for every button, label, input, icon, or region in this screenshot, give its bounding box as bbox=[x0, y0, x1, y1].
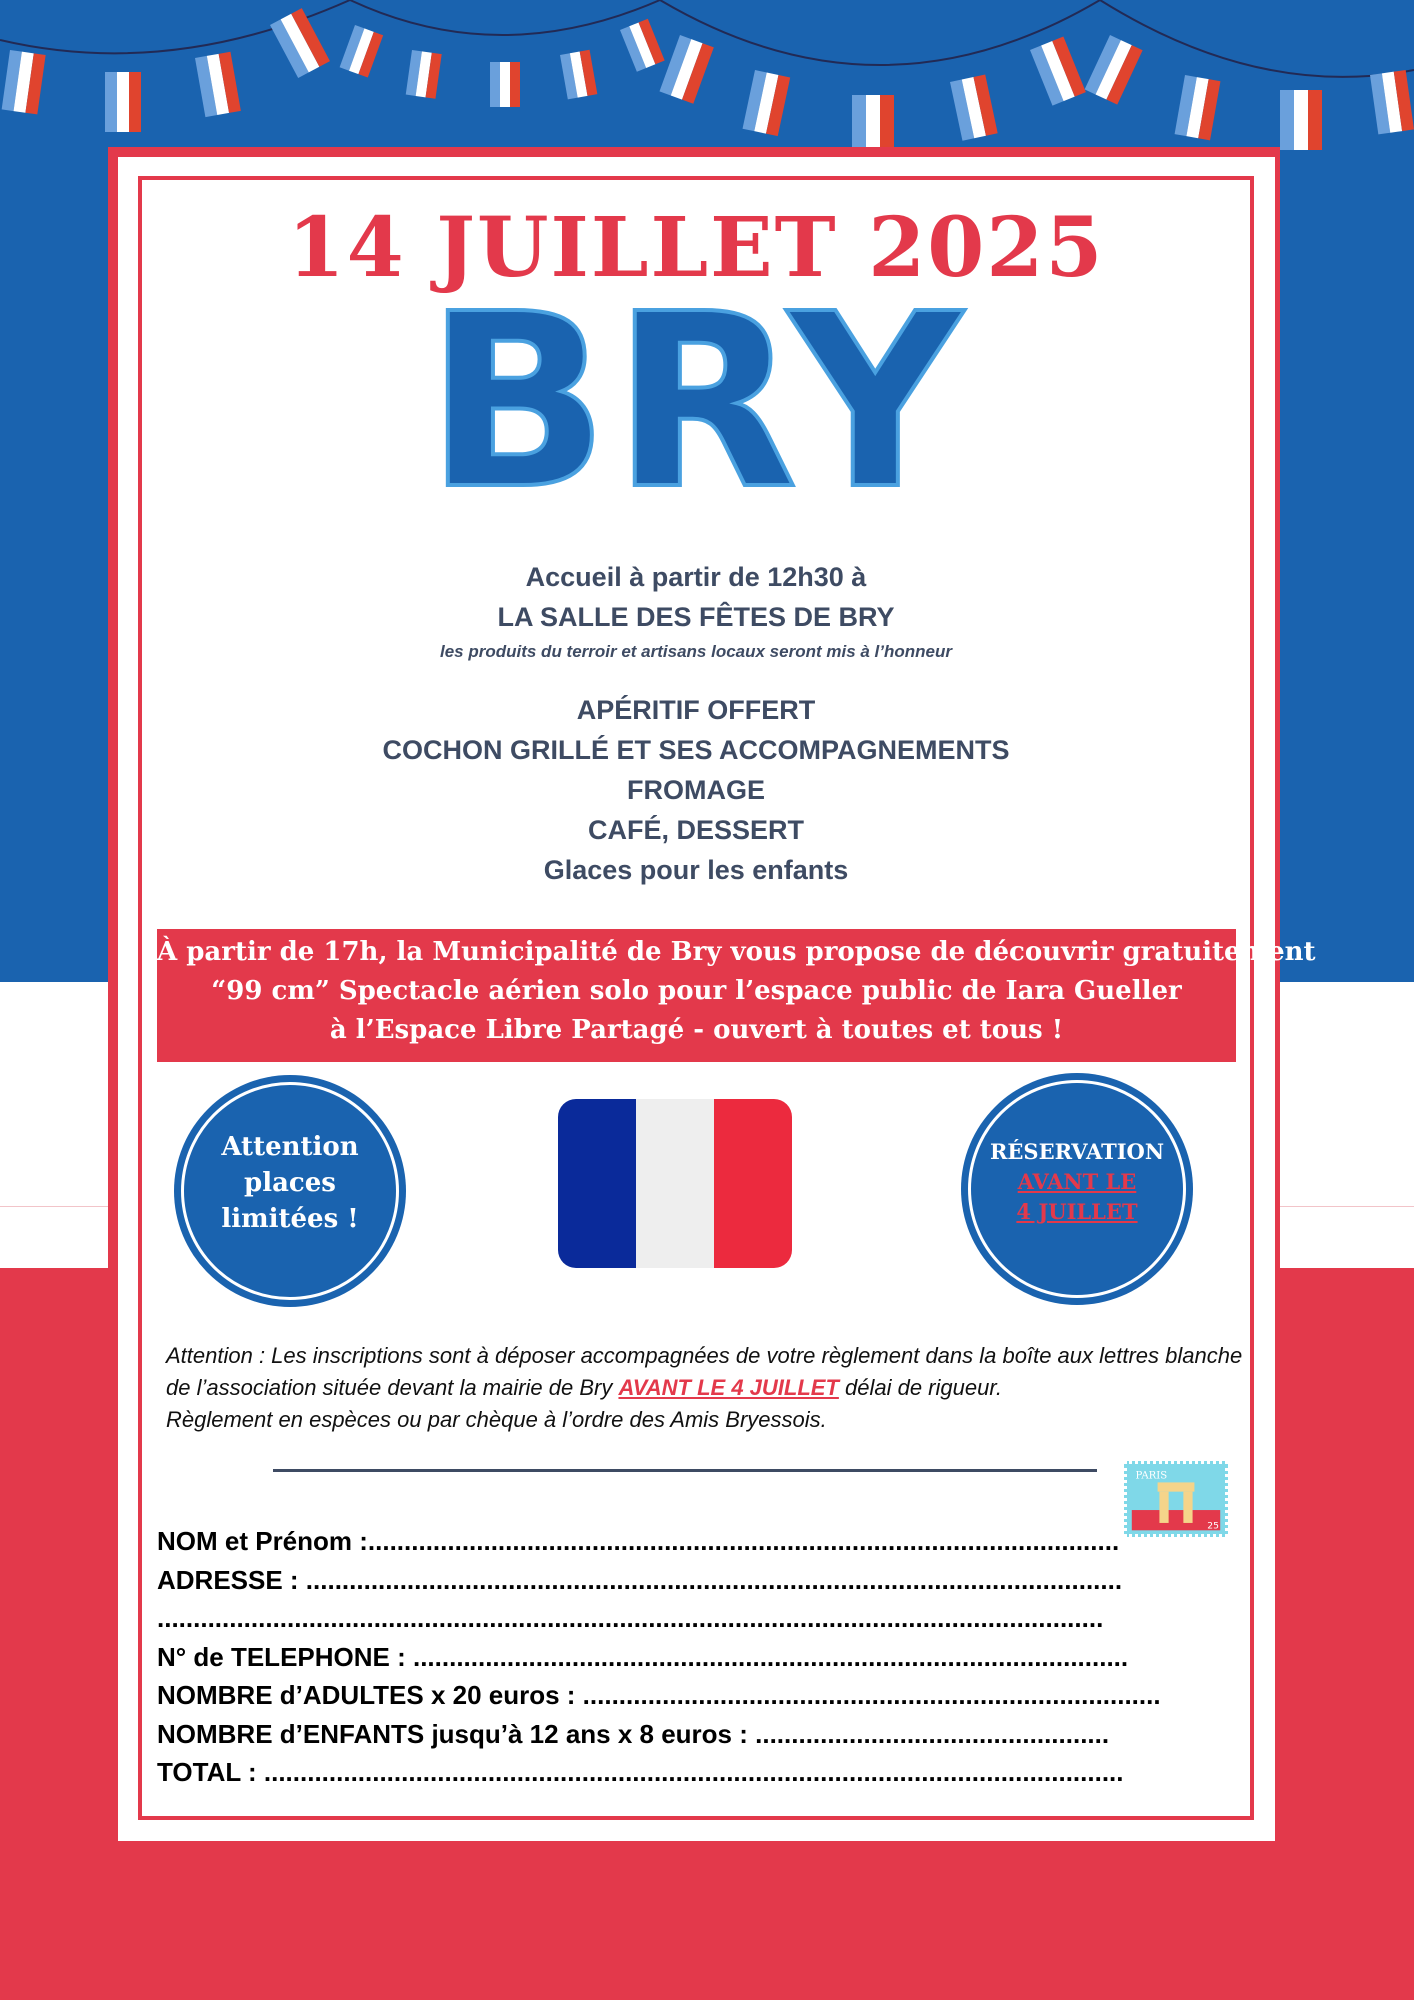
menu-item: APÉRITIF OFFERT bbox=[576, 695, 816, 725]
notice-text: Attention : Les inscriptions sont à déposer accompagnées de votre règlement dans la boîte aux lettres blanche de l’association située devant la mairie de Bry bbox=[166, 1343, 1243, 1400]
form-address-field[interactable]: ADRESSE : ................................................................................................................. bbox=[157, 1564, 1123, 1595]
badge-text bbox=[961, 1137, 1193, 1227]
town-title: BRY bbox=[425, 262, 967, 542]
badge-line: AVANT LE bbox=[1017, 1169, 1137, 1194]
menu-item: FROMAGE bbox=[627, 775, 765, 805]
bunting-garland bbox=[0, 0, 1414, 170]
french-flag-icon bbox=[558, 1099, 792, 1268]
flag-red-stripe bbox=[714, 1099, 792, 1268]
local-products-note: les produits du terroir et artisans locaux seront mis à l’honneur bbox=[439, 642, 952, 661]
flag-white-stripe bbox=[636, 1099, 714, 1268]
flag-blue-stripe bbox=[558, 1099, 636, 1268]
menu-list bbox=[138, 690, 1254, 890]
menu-item: COCHON GRILLÉ ET SES ACCOMPAGNEMENTS bbox=[382, 735, 1010, 765]
badge-line: limitées ! bbox=[221, 1204, 359, 1234]
event-date: 14 JUILLET 2025 bbox=[287, 200, 1105, 296]
badge-line: 4 JUILLET bbox=[1016, 1199, 1138, 1224]
venue-name: LA SALLE DES FÊTES DE BRY bbox=[497, 602, 895, 632]
menu-item: Glaces pour les enfants bbox=[543, 855, 849, 885]
form-divider bbox=[273, 1469, 1097, 1472]
banner-line: “99 cm” Spectacle aérien solo pour l’espace public de Iara Gueller bbox=[211, 976, 1182, 1006]
form-total-field[interactable]: TOTAL : ....................................................................................................................... bbox=[157, 1757, 1124, 1787]
welcome-time: Accueil à partir de 12h30 à bbox=[525, 562, 867, 592]
form-adults-field[interactable]: NOMBRE d’ADULTES x 20 euros : ................................................................................ bbox=[157, 1680, 1161, 1710]
form-address-line2-field[interactable]: ................................................................................................................................... bbox=[157, 1603, 1104, 1633]
registration-form bbox=[157, 1522, 1237, 1792]
show-announcement-banner bbox=[157, 929, 1316, 1062]
stamp-value: 25 bbox=[1207, 1520, 1220, 1532]
badge-line: places bbox=[244, 1168, 336, 1198]
stamp-label: PARIS bbox=[1135, 1470, 1168, 1482]
form-name-field[interactable]: NOM et Prénom :........................................................................................................ bbox=[157, 1526, 1120, 1556]
badge-text bbox=[174, 1129, 406, 1237]
banner-line: À partir de 17h, la Municipalité de Bry vous propose de découvrir gratuitement bbox=[157, 937, 1316, 967]
form-phone-field[interactable]: N° de TELEPHONE : ................................................................................................... bbox=[157, 1641, 1129, 1672]
notice-text: délai de rigueur. bbox=[838, 1375, 1002, 1400]
form-children-field[interactable]: NOMBRE d’ENFANTS jusqu’à 12 ans x 8 euros : ................................................. bbox=[157, 1718, 1110, 1749]
pennant-flags bbox=[2, 8, 1414, 157]
banner-line: à l’Espace Libre Partagé - ouvert à toutes et tous ! bbox=[329, 1015, 1064, 1045]
notice-deadline: AVANT LE 4 JUILLET bbox=[618, 1375, 839, 1400]
menu-item: CAFÉ, DESSERT bbox=[587, 815, 805, 845]
notice-payment: Règlement en espèces ou par chèque à l’ordre des Amis Bryessois. bbox=[166, 1407, 827, 1432]
badge-line: RÉSERVATION bbox=[989, 1139, 1165, 1164]
badge-line: Attention bbox=[221, 1132, 359, 1162]
reservation-deadline-badge bbox=[961, 1073, 1193, 1305]
limited-places-badge bbox=[174, 1075, 406, 1307]
registration-notice bbox=[166, 1340, 1256, 1436]
